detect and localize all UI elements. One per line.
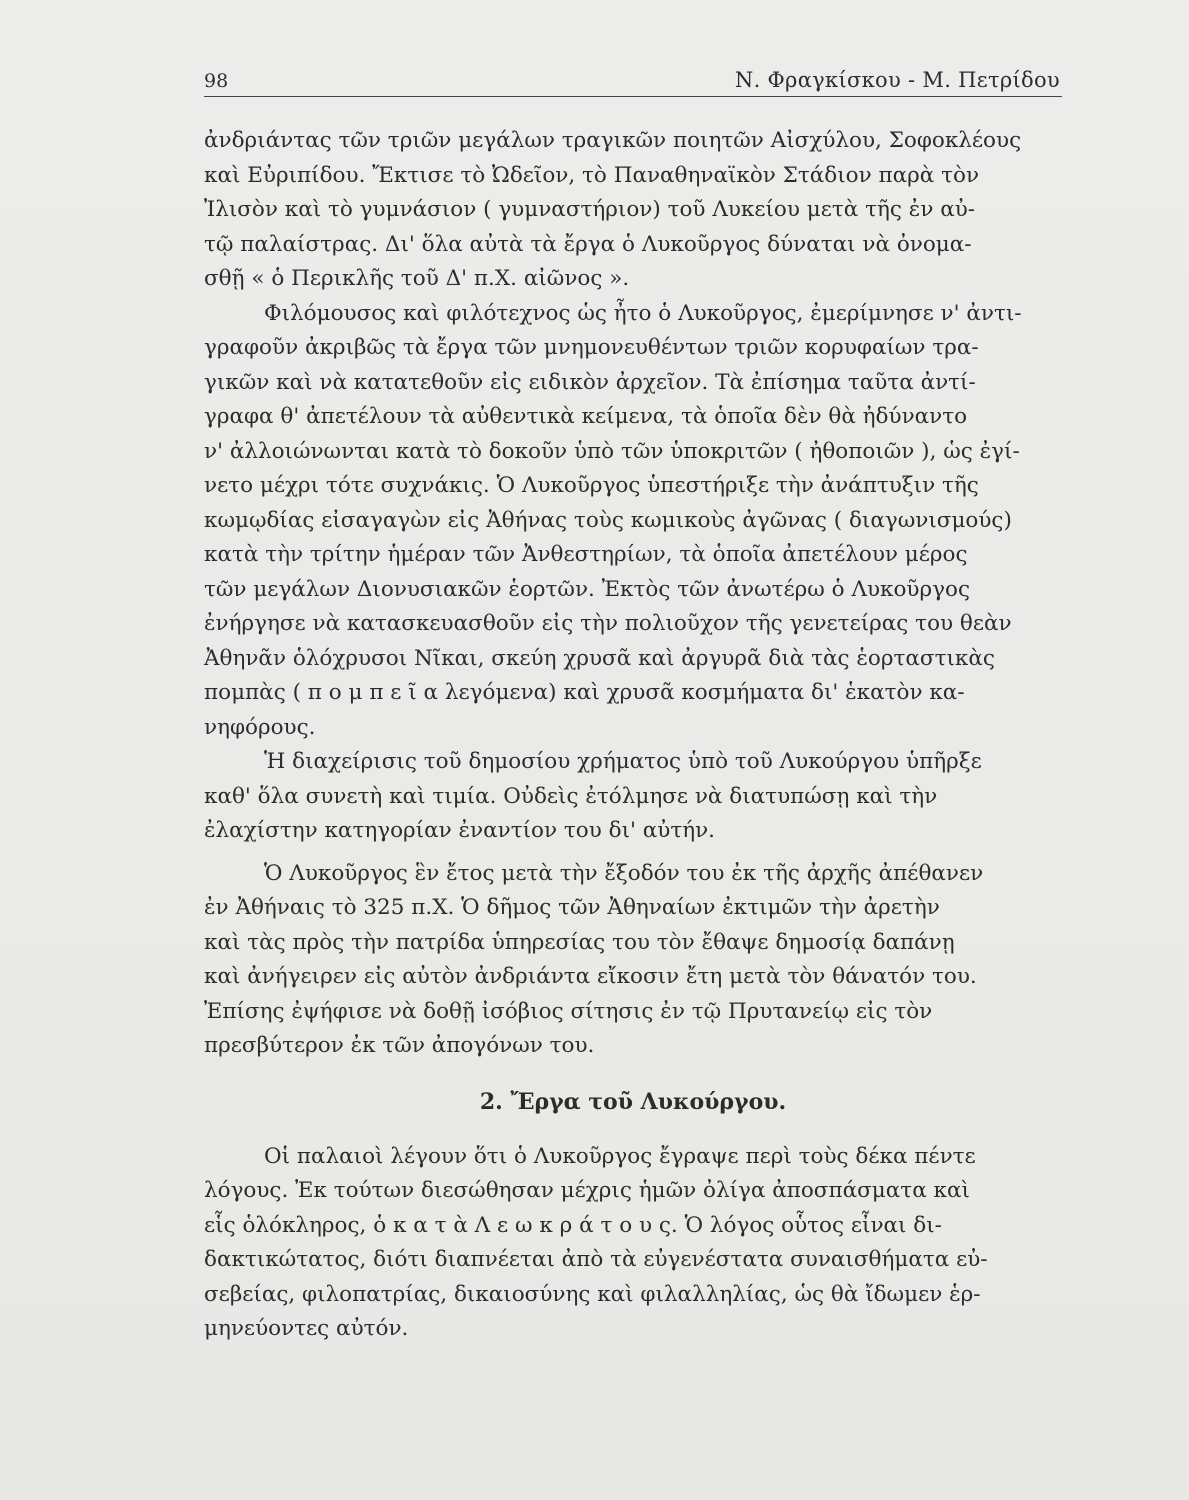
paragraph-3: Ἡ διαχείρισις τοῦ δημοσίου χρήματος ὑπὸ τοῦ Λυκούργου ὑπῆρξε καθ' ὅλα συνετὴ καὶ τιμία. Οὐδεὶς ἐτόλμησε νὰ διατυπώσῃ καὶ τὴν ἐλαχίστην κατηγορίαν ἐναντίον του δι' αὐτήν.: [204, 749, 982, 843]
page-number: 98: [204, 70, 229, 92]
paragraph-5: Οἱ παλαιοὶ λέγουν ὅτι ὁ Λυκοῦργος ἔγραψε περὶ τοὺς δέκα πέντε λόγους. Ἐκ τούτων διεσώθησαν μέχρις ἡμῶν ὀλίγα ἀποσπάσματα καὶ εἷς ὁλόκληρος, ὁ κ α τ ὰ Λ ε ω κ ρ ά τ ο υ ς. Ὁ λόγος οὗτος εἶναι δι- δακτικώτατος, διότι διαπνέεται ἀπὸ τὰ εὐγενέστατα συναισθήματα εὐ- σεβείας, φιλοπατρίας, δικαιοσύνης καὶ φιλαλληλίας, ὡς θὰ ἴδωμεν ἑρ- μηνεύοντες αὐτόν.: [204, 1143, 988, 1341]
section-heading: 2. Ἔργα τοῦ Λυκούργου.: [479, 1088, 787, 1115]
running-title-authors: Ν. Φραγκίσκου - Μ. Πετρίδου: [734, 68, 1060, 92]
paragraph-2: Φιλόμουσος καὶ φιλότεχνος ὡς ἦτο ὁ Λυκοῦργος, ἐμερίμνησε ν' ἀντι- γραφοῦν ἀκριβῶς τὰ ἔργα τῶν μνημονευθέντων τριῶν κορυφαίων τρα- γικῶν καὶ νὰ κατατεθοῦν εἰς ειδικὸν ἀρχεῖον. Τὰ ἐπίσημα ταῦτα ἀντί- γραφα θ' ἀπετέλουν τὰ αὐθεντικὰ κείμενα, τὰ ὁποῖα δὲν θὰ ἠδύναντο ν' ἀλλοιώνωνται κατὰ τὸ δοκοῦν ὑπὸ τῶν ὑποκριτῶν ( ἠθοποιῶν ), ὡς ἐγί- νετο μέχρι τότε συχνάκις. Ὁ Λυκοῦργος ὑπεστήριξε τὴν ἀνάπτυξιν τῆς κωμῳδίας εἰσαγαγὼν εἰς Ἀθήνας τοὺς κωμικοὺς ἀγῶνας ( διαγωνισμούς) κατὰ τὴν τρίτην ἡμέραν τῶν Ἀνθεστηρίων, τὰ ὁποῖα ἀπετέλουν μέρος τῶν μεγάλων Διονυσιακῶν ἑορτῶν. Ἐκτὸς τῶν ἀνωτέρω ὁ Λυκοῦργος ἐνήργησε νὰ κατασκευασθοῦν εἰς τὴν πολιοῦχον τῆς γενετείρας του θεὰν Ἀθηνᾶν ὁλόχρυσοι Νῖκαι, σκεύη χρυσᾶ καὶ ἀργυρᾶ διὰ τὰς ἑορταστικὰς πομπὰς ( π ο μ π ε ῖ α λεγόμενα) καὶ χρυσᾶ κοσμήματα δι' ἑκατὸν κα- νηφόρους.: [204, 300, 1022, 740]
body-text: [204, 124, 1062, 1347]
paragraph-4: Ὁ Λυκοῦργος ἓν ἔτος μετὰ τὴν ἔξοδόν του ἐκ τῆς ἀρχῆς ἀπέθανεν ἐν Ἀθήναις τὸ 325 π.Χ. Ὁ δῆμος τῶν Ἀθηναίων ἐκτιμῶν τὴν ἀρετὴν καὶ τὰς πρὸς τὴν πατρίδα ὑπηρεσίας του τὸν ἔθαψε δημοσίᾳ δαπάνῃ καὶ ἀνήγειρεν εἰς αὐτὸν ἀνδριάντα εἴκοσιν ἔτη μετὰ τὸν θάνατόν του. Ἐπίσης ἐψήφισε νὰ δοθῇ ἰσόβιος σίτησις ἐν τῷ Πρυτανείῳ εἰς τὸν πρεσβύτερον ἐκ τῶν ἀπογόνων του.: [204, 860, 984, 1058]
running-head: [204, 64, 1062, 97]
paragraph-gap: [204, 849, 1062, 857]
paragraph-1: ἀνδριάντας τῶν τριῶν μεγάλων τραγικῶν ποιητῶν Αἰσχύλου, Σοφοκλέους καὶ Εὐριπίδου. Ἔκτισε τὸ Ὠδεῖον, τὸ Παναθηναϊκὸν Στάδιον παρὰ τὸν Ἰλισὸν καὶ τὸ γυμνάσιον ( γυμναστήριον) τοῦ Λυκείου μετὰ τῆς ἐν αὐ- τῷ παλαίστρας. Δι' ὅλα αὐτὰ τὰ ἔργα ὁ Λυκοῦργος δύναται νὰ ὀνομα- σθῇ « ὁ Περικλῆς τοῦ Δ' π.Χ. αἰῶνος ».: [204, 128, 1022, 291]
